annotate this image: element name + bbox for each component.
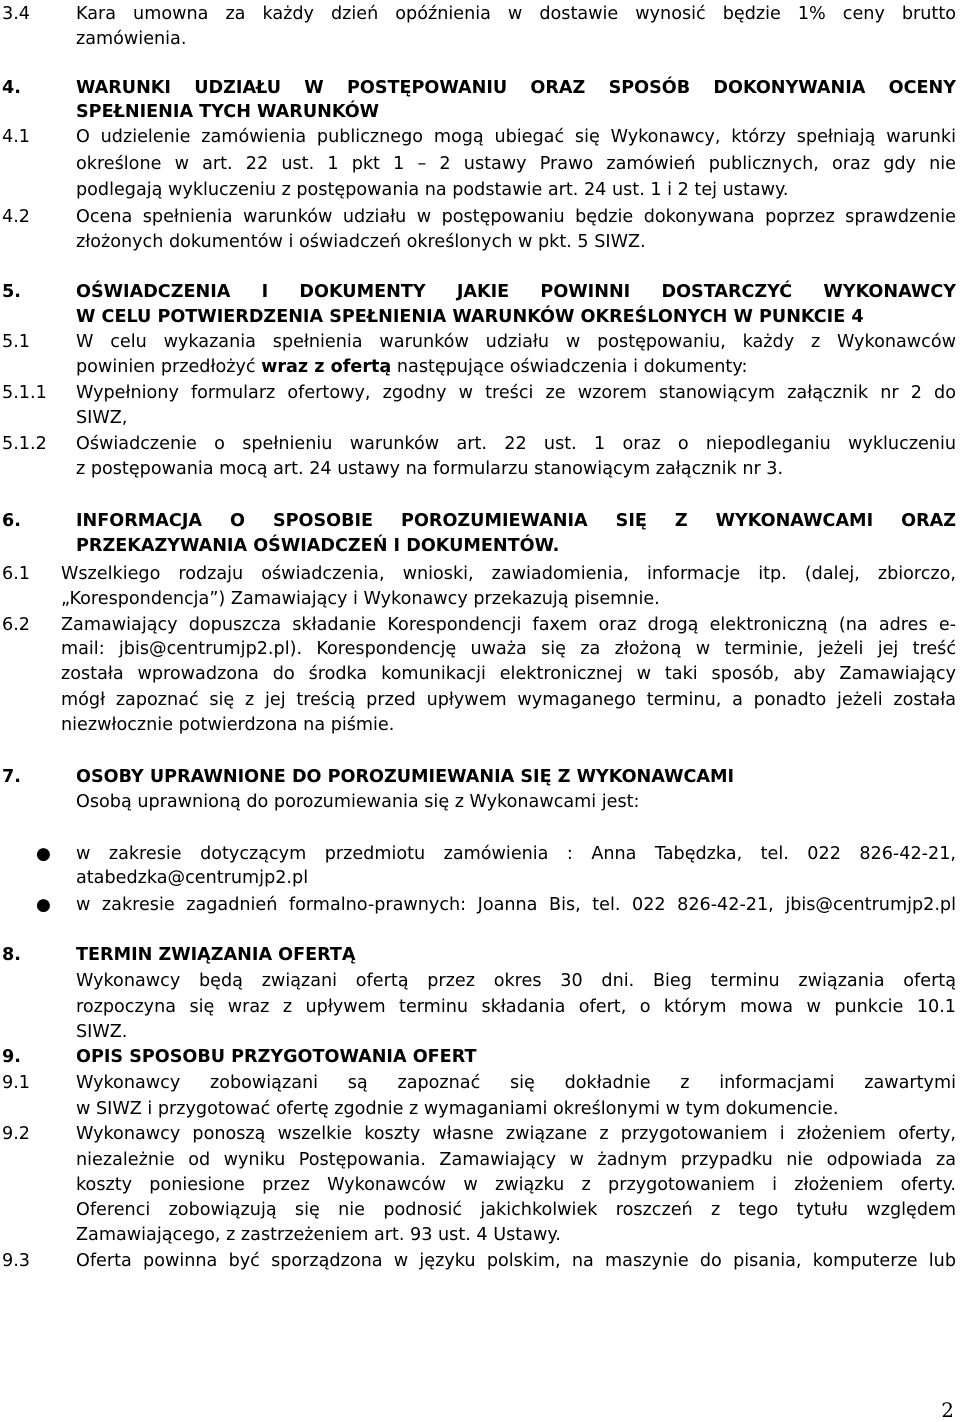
list-item-continuation: atabedzka@centrumjp2.pl xyxy=(76,868,309,888)
section-title: SPEŁNIENIA TYCH WARUNKÓW xyxy=(76,102,380,122)
paragraph-text: mógł zapoznać się z jej treścią przed upływem wymaganego terminu, a ponadto jeżeli została xyxy=(61,690,956,710)
paragraph-number: 9.2 xyxy=(2,1124,30,1144)
paragraph-text: SIWZ, xyxy=(76,408,128,428)
paragraph-text: Osobą uprawnioną do porozumiewania się z Wykonawcami jest: xyxy=(76,792,640,812)
paragraph-number: 5.1.1 xyxy=(2,383,47,403)
paragraph-text: Oferta powinna być sporządzona w języku polskim, na maszynie do pisania, komputerze lub xyxy=(76,1251,956,1271)
section-number: 9. xyxy=(2,1047,21,1067)
section-number: 6. xyxy=(2,511,21,531)
paragraph-number: 3.4 xyxy=(2,4,30,24)
paragraph-text: W celu wykazania spełnienia warunków udziału w postępowaniu, każdy z Wykonawców xyxy=(76,332,956,352)
paragraph-number: 4.2 xyxy=(2,207,30,227)
paragraph-text: złożonych dokumentów i oświadczeń określonych w pkt. 5 SIWZ. xyxy=(76,232,646,252)
section-title: PRZEKAZYWANIA OŚWIADCZEŃ I DOKUMENTÓW. xyxy=(76,536,560,556)
paragraph-text: koszty poniesione przez Wykonawców w związku z przygotowaniem i złożeniem oferty. xyxy=(76,1175,956,1195)
section-title: OŚWIADCZENIA I DOKUMENTY JAKIE POWINNI DOSTARCZYĆ WYKONAWCY xyxy=(76,282,956,302)
paragraph-text: Zamawiający dopuszcza składanie Korespondencji faxem oraz drogą elektroniczną (na adres e- xyxy=(61,615,956,635)
paragraph-text: mail: jbis@centrumjp2.pl). Korespondencję uważa się za złożoną w terminie, jeżeli jej treść xyxy=(61,639,956,659)
paragraph-text: SIWZ. xyxy=(76,1022,128,1042)
paragraph-number: 6.2 xyxy=(2,615,30,635)
paragraph-number: 9.1 xyxy=(2,1073,30,1093)
section-number: 4. xyxy=(2,78,21,98)
paragraph-number: 5.1.2 xyxy=(2,434,47,454)
paragraph-text: O udzielenie zamówienia publicznego mogą ubiegać się Wykonawcy, którzy spełniają warunki xyxy=(76,127,956,147)
paragraph-text: Wykonawcy ponoszą wszelkie koszty własne związane z przygotowaniem i złożeniem oferty, xyxy=(76,1124,956,1144)
paragraph-text: Oferenci zobowiązują się nie podnosić jakichkolwiek roszczeń z tego tytułu względem xyxy=(76,1200,956,1220)
paragraph-text: „Korespondencja”) Zamawiający i Wykonawcy przekazują pisemnie. xyxy=(61,589,660,609)
paragraph-text xyxy=(76,355,747,379)
section-title: W CELU POTWIERDZENIA SPEŁNIENIA WARUNKÓW OKREŚLONYCH W PUNKCIE 4 xyxy=(76,307,864,327)
emphasis-text: wraz z ofertą xyxy=(261,357,392,377)
section-title: TERMIN ZWIĄZANIA OFERTĄ xyxy=(76,945,356,965)
paragraph-text: określone w art. 22 ust. 1 pkt 1 – 2 ustawy Prawo zamówień publicznych, oraz gdy nie xyxy=(76,154,956,174)
paragraph-text: Zamawiającego, z zastrzeżeniem art. 93 ust. 4 Ustawy. xyxy=(76,1225,561,1245)
paragraph-text: w SIWZ i przygotować ofertę zgodnie z wymaganiami określonymi w tym dokumencie. xyxy=(76,1099,839,1119)
paragraph-text: Oświadczenie o spełnieniu warunków art. 22 ust. 1 oraz o niepodleganiu wykluczeniu xyxy=(76,434,956,454)
paragraph-text: zamówienia. xyxy=(76,29,187,49)
paragraph-text: Ocena spełnienia warunków udziału w postępowaniu będzie dokonywana poprzez sprawdzenie xyxy=(76,207,956,227)
paragraph-number: 5.1 xyxy=(2,332,30,352)
paragraph-text: Kara umowna za każdy dzień opóźnienia w dostawie wynosić będzie 1% ceny brutto xyxy=(76,4,956,24)
paragraph-text: Wykonawcy zobowiązani są zapoznać się dokładnie z informacjami zawartymi xyxy=(76,1073,956,1093)
paragraph-number: 6.1 xyxy=(2,564,30,584)
paragraph-text: Wszelkiego rodzaju oświadczenia, wnioski, zawiadomienia, informacje itp. (dalej, zbiorczo, xyxy=(61,564,956,584)
section-title: INFORMACJA O SPOSOBIE POROZUMIEWANIA SIĘ Z WYKONAWCAMI ORAZ xyxy=(76,511,956,531)
paragraph-text-part: powinien przedłożyć xyxy=(76,357,262,377)
paragraph-text: niezwłocznie potwierdzona na piśmie. xyxy=(61,715,395,735)
section-title: OSOBY UPRAWNIONE DO POROZUMIEWANIA SIĘ Z WYKONAWCAMI xyxy=(76,767,735,787)
section-number: 8. xyxy=(2,945,21,965)
paragraph-text: została wprowadzona do środka komunikacji elektronicznej w taki sposób, aby Zamawiający xyxy=(61,664,956,684)
paragraph-text: podlegają wykluczeniu z postępowania na podstawie art. 24 ust. 1 i 2 tej ustawy. xyxy=(76,180,789,200)
paragraph-number: 9.3 xyxy=(2,1251,30,1271)
section-number: 7. xyxy=(2,767,21,787)
paragraph-text: rozpoczyna się wraz z upływem terminu składania ofert, o którym mowa w punkcie 10.1 xyxy=(76,997,956,1017)
paragraph-text-part: następujące oświadczenia i dokumenty: xyxy=(391,357,748,377)
paragraph-text: Wypełniony formularz ofertowy, zgodny w treści ze wzorem stanowiącym załącznik nr 2 do xyxy=(76,383,956,403)
list-item: w zakresie zagadnień formalno-prawnych: Joanna Bis, tel. 022 826-42-21, jbis@centrumjp2.pl xyxy=(76,895,956,915)
list-item: w zakresie dotyczącym przedmiotu zamówienia : Anna Tabędzka, tel. 022 826-42-21, xyxy=(76,844,956,864)
section-title: WARUNKI UDZIAŁU W POSTĘPOWANIU ORAZ SPOSÓB DOKONYWANIA OCENY xyxy=(76,78,956,98)
paragraph-text: z postępowania mocą art. 24 ustawy na formularzu stanowiącym załącznik nr 3. xyxy=(76,459,784,479)
page-number: 2 xyxy=(941,1398,954,1422)
bullet-icon: ● xyxy=(36,844,51,864)
section-title: OPIS SPOSOBU PRZYGOTOWANIA OFERT xyxy=(76,1047,477,1067)
section-number: 5. xyxy=(2,282,21,302)
paragraph-text: niezależnie od wyniku Postępowania. Zamawiający w żadnym przypadku nie odpowiada za xyxy=(76,1150,956,1170)
paragraph-number: 4.1 xyxy=(2,127,30,147)
bullet-icon: ● xyxy=(36,895,51,915)
paragraph-text: Wykonawcy będą związani ofertą przez okres 30 dni. Bieg terminu związania ofertą xyxy=(76,971,956,991)
